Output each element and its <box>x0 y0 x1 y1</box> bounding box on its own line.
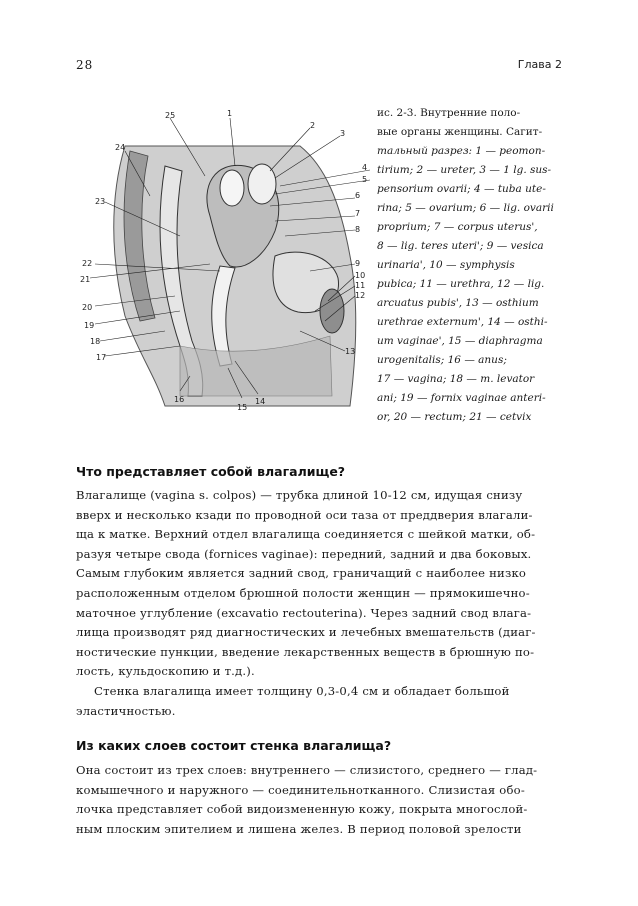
caption-line: ис. 2-3. Внутренние поло- <box>377 107 521 119</box>
text-line: Влагалище (vagina s. colpos) — трубка длиной 10-12 см, идущая снизу <box>76 488 523 502</box>
figure-label: 15 <box>237 403 248 412</box>
caption-line: urinaria', 10 — symphysis <box>377 259 515 271</box>
caption-line: um vaginae', 15 — diaphragma <box>377 335 543 347</box>
section1-paragraph-1 <box>76 486 562 682</box>
caption-line: ani; 19 — fornix vaginae anteri- <box>377 392 546 404</box>
figure-label: 2 <box>310 121 316 130</box>
figure-label: 16 <box>174 395 185 404</box>
figure-label: 25 <box>165 111 176 120</box>
caption-line: pubica; 11 — urethra, 12 — lig. <box>377 278 545 290</box>
text-line: ностические пункции, введение лекарственных веществ в брюшную по- <box>76 644 535 659</box>
text-line: эластичностью. <box>76 703 176 718</box>
caption-line: rina; 5 — ovarium; 6 — lig. ovarii <box>377 202 554 214</box>
figure-caption <box>377 104 566 430</box>
figure-label: 21 <box>80 275 91 284</box>
figure-label: 10 <box>355 271 366 280</box>
text-line: Стенка влагалища имеет толщину 0,3-0,4 см и обладает большой <box>94 684 510 698</box>
caption-line: тальный разрез: 1 — peomon- <box>377 145 546 157</box>
caption-line: 8 — lig. teres uteri'; 9 — vesica <box>377 240 544 252</box>
figure-label: 6 <box>355 191 361 200</box>
figure-label: 7 <box>355 209 361 218</box>
text-line: Она состоит из трех слоев: внутреннего — слизистого, среднего — глад- <box>76 763 538 777</box>
anatomy-figure <box>70 106 370 426</box>
figure-label: 17 <box>96 353 107 362</box>
figure-label: 13 <box>345 347 356 356</box>
text-line: ным плоским эпителием и лишена желез. В период половой зрелости <box>76 821 522 836</box>
figure-label: 8 <box>355 225 361 234</box>
caption-line: proprium; 7 — corpus uterus', <box>377 221 538 233</box>
figure-label: 24 <box>115 143 126 152</box>
text-line: вверх и несколько кзади по проводной оси таза от преддверия влагали- <box>76 507 533 522</box>
text-line: разуя четыре свода (fornices vaginae): передний, задний и два боковых. <box>76 546 532 561</box>
figure-label: 23 <box>95 197 106 206</box>
section-heading-vagina: Что представляет собой влагалище? <box>76 464 346 479</box>
text-line: расположенным отделом брюшной полости женщин — прямокишечно- <box>76 585 530 600</box>
text-line: лочка представляет собой видоизмененную кожу, покрыта многослой- <box>76 802 528 817</box>
section2-paragraph-1 <box>76 761 562 839</box>
text-line: лища производят ряд диагностических и лечебных вмешательств (диаг- <box>76 625 536 640</box>
figure-label: 19 <box>84 321 95 330</box>
caption-line: вые органы женщины. Сагит- <box>377 126 543 138</box>
caption-line: or, 20 — rectum; 21 — cetvix <box>377 411 532 423</box>
figure-label: 22 <box>82 259 93 268</box>
figure-label: 11 <box>355 281 366 290</box>
page-header <box>76 58 562 76</box>
figure-label: 12 <box>355 291 366 300</box>
figure-label: 5 <box>362 175 368 184</box>
chapter-title: Глава 2 <box>517 58 562 71</box>
section1-paragraph-2 <box>76 682 562 721</box>
section-heading-vaginal-wall: Из каких слоев состоит стенка влагалища? <box>76 738 392 753</box>
caption-line: 17 — vagina; 18 — m. levator <box>377 373 535 385</box>
figure-label: 1 <box>227 109 233 118</box>
caption-line: pensorium ovarii; 4 — tuba ute- <box>377 183 546 195</box>
page-number: 28 <box>76 58 94 72</box>
caption-line: arcuatus pubis', 13 — osthium <box>377 297 539 309</box>
text-line: лость, кульдоскопию и т.д.). <box>76 664 255 679</box>
caption-line <box>377 427 566 430</box>
caption-line: tirium; 2 — ureter, 3 — 1 lg. sus- <box>377 164 552 176</box>
figure-label: 3 <box>340 129 346 138</box>
text-line: комышечного и наружного — соединительнотканного. Слизистая обо- <box>76 782 525 797</box>
figure-label: 18 <box>90 337 101 346</box>
text-line: Самым глубоким является задний свод, граничащий с наиболее низко <box>76 566 527 581</box>
caption-line: urogenitalis; 16 — anus; <box>377 354 507 366</box>
figure-label: 4 <box>362 163 368 172</box>
figure-label: 14 <box>255 397 266 406</box>
sagittal-section-illustration <box>70 106 370 426</box>
text-line: маточное углубление (excavatio rectouterina). Через задний свод влага- <box>76 605 532 620</box>
figure-label: 9 <box>355 259 361 268</box>
caption-line: urethrae externum', 14 — osthi- <box>377 316 548 328</box>
figure-label: 20 <box>82 303 93 312</box>
text-line: ща к матке. Верхний отдел влагалища соединяется с шейкой матки, об- <box>76 527 536 542</box>
